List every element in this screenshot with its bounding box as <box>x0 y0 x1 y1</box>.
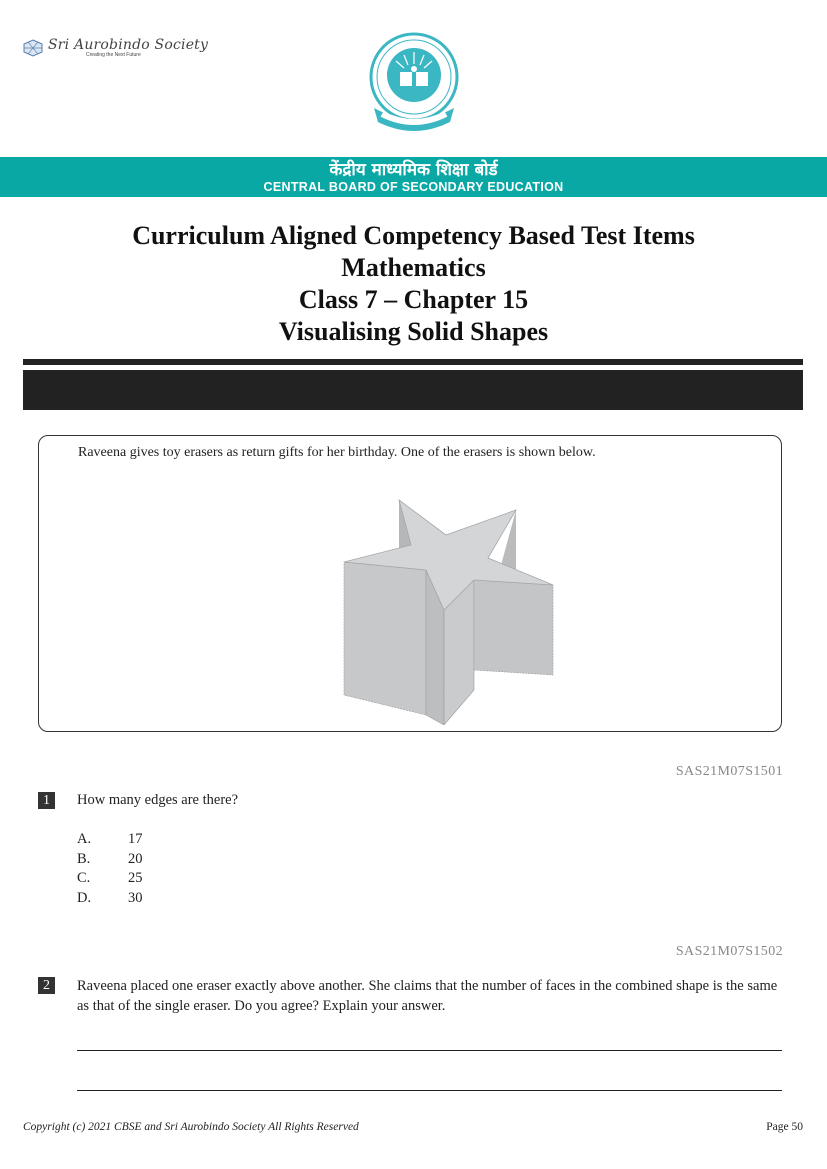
option-letter: D. <box>77 889 92 906</box>
item-code-2: SAS21M07S1502 <box>675 944 783 959</box>
question-text-2: Raveena placed one eraser exactly above another. She claims that the number of faces in the combined shape is the same as that of the single eraser. Do you agree? Explain your answer. <box>77 978 778 1014</box>
question-number-2: 2 <box>38 977 55 994</box>
page-number: Page 50 <box>766 1121 803 1133</box>
title-line-1: Curriculum Aligned Competency Based Test Items <box>132 221 695 250</box>
title-class-chapter: Class 7 – Chapter 15 <box>298 285 529 314</box>
answer-line-1[interactable] <box>77 1050 782 1051</box>
option-value: 25 <box>128 870 143 886</box>
stimulus-box <box>38 435 782 732</box>
option-value: 30 <box>128 889 143 906</box>
question-number-1: 1 <box>38 792 55 809</box>
sri-aurobindo-society-logo <box>22 38 208 58</box>
title-chapter-name: Visualising Solid Shapes <box>278 317 549 346</box>
option-value: 20 <box>128 850 143 867</box>
banner-hindi-text: केंद्रीय माध्यमिक शिक्षा बोर्ड <box>329 159 498 180</box>
sas-tagline: Creating the Next Future <box>86 52 141 58</box>
answer-options-1 <box>77 830 143 908</box>
option-c[interactable] <box>77 869 143 889</box>
sas-emblem-icon <box>22 39 44 57</box>
question-text-1: How many edges are there? <box>77 792 239 808</box>
sas-name: Sri Aurobindo Society <box>48 37 209 53</box>
star-prism-eraser-image <box>316 480 566 725</box>
option-d[interactable] <box>77 889 143 909</box>
option-letter: C. <box>77 870 91 886</box>
answer-line-2[interactable] <box>77 1090 782 1091</box>
stimulus-text: Raveena gives toy erasers as return gifts for her birthday. One of the erasers is shown below. <box>78 445 596 460</box>
option-letter: A. <box>77 831 92 847</box>
item-code-1: SAS21M07S1501 <box>675 764 783 779</box>
banner-english-text: CENTRAL BOARD OF SECONDARY EDUCATION <box>263 179 564 194</box>
cbse-banner <box>0 157 827 197</box>
cbse-seal-icon <box>364 30 464 140</box>
option-letter: B. <box>77 850 91 867</box>
document-title <box>0 220 827 348</box>
divider-thick-bar <box>23 370 803 410</box>
option-a[interactable] <box>77 830 143 850</box>
option-b[interactable] <box>77 850 143 870</box>
copyright-text: Copyright (c) 2021 CBSE and Sri Aurobindo Society All Rights Reserved <box>23 1121 359 1133</box>
option-value: 17 <box>128 831 143 847</box>
title-subject: Mathematics <box>341 253 486 282</box>
divider-thin <box>23 359 803 365</box>
